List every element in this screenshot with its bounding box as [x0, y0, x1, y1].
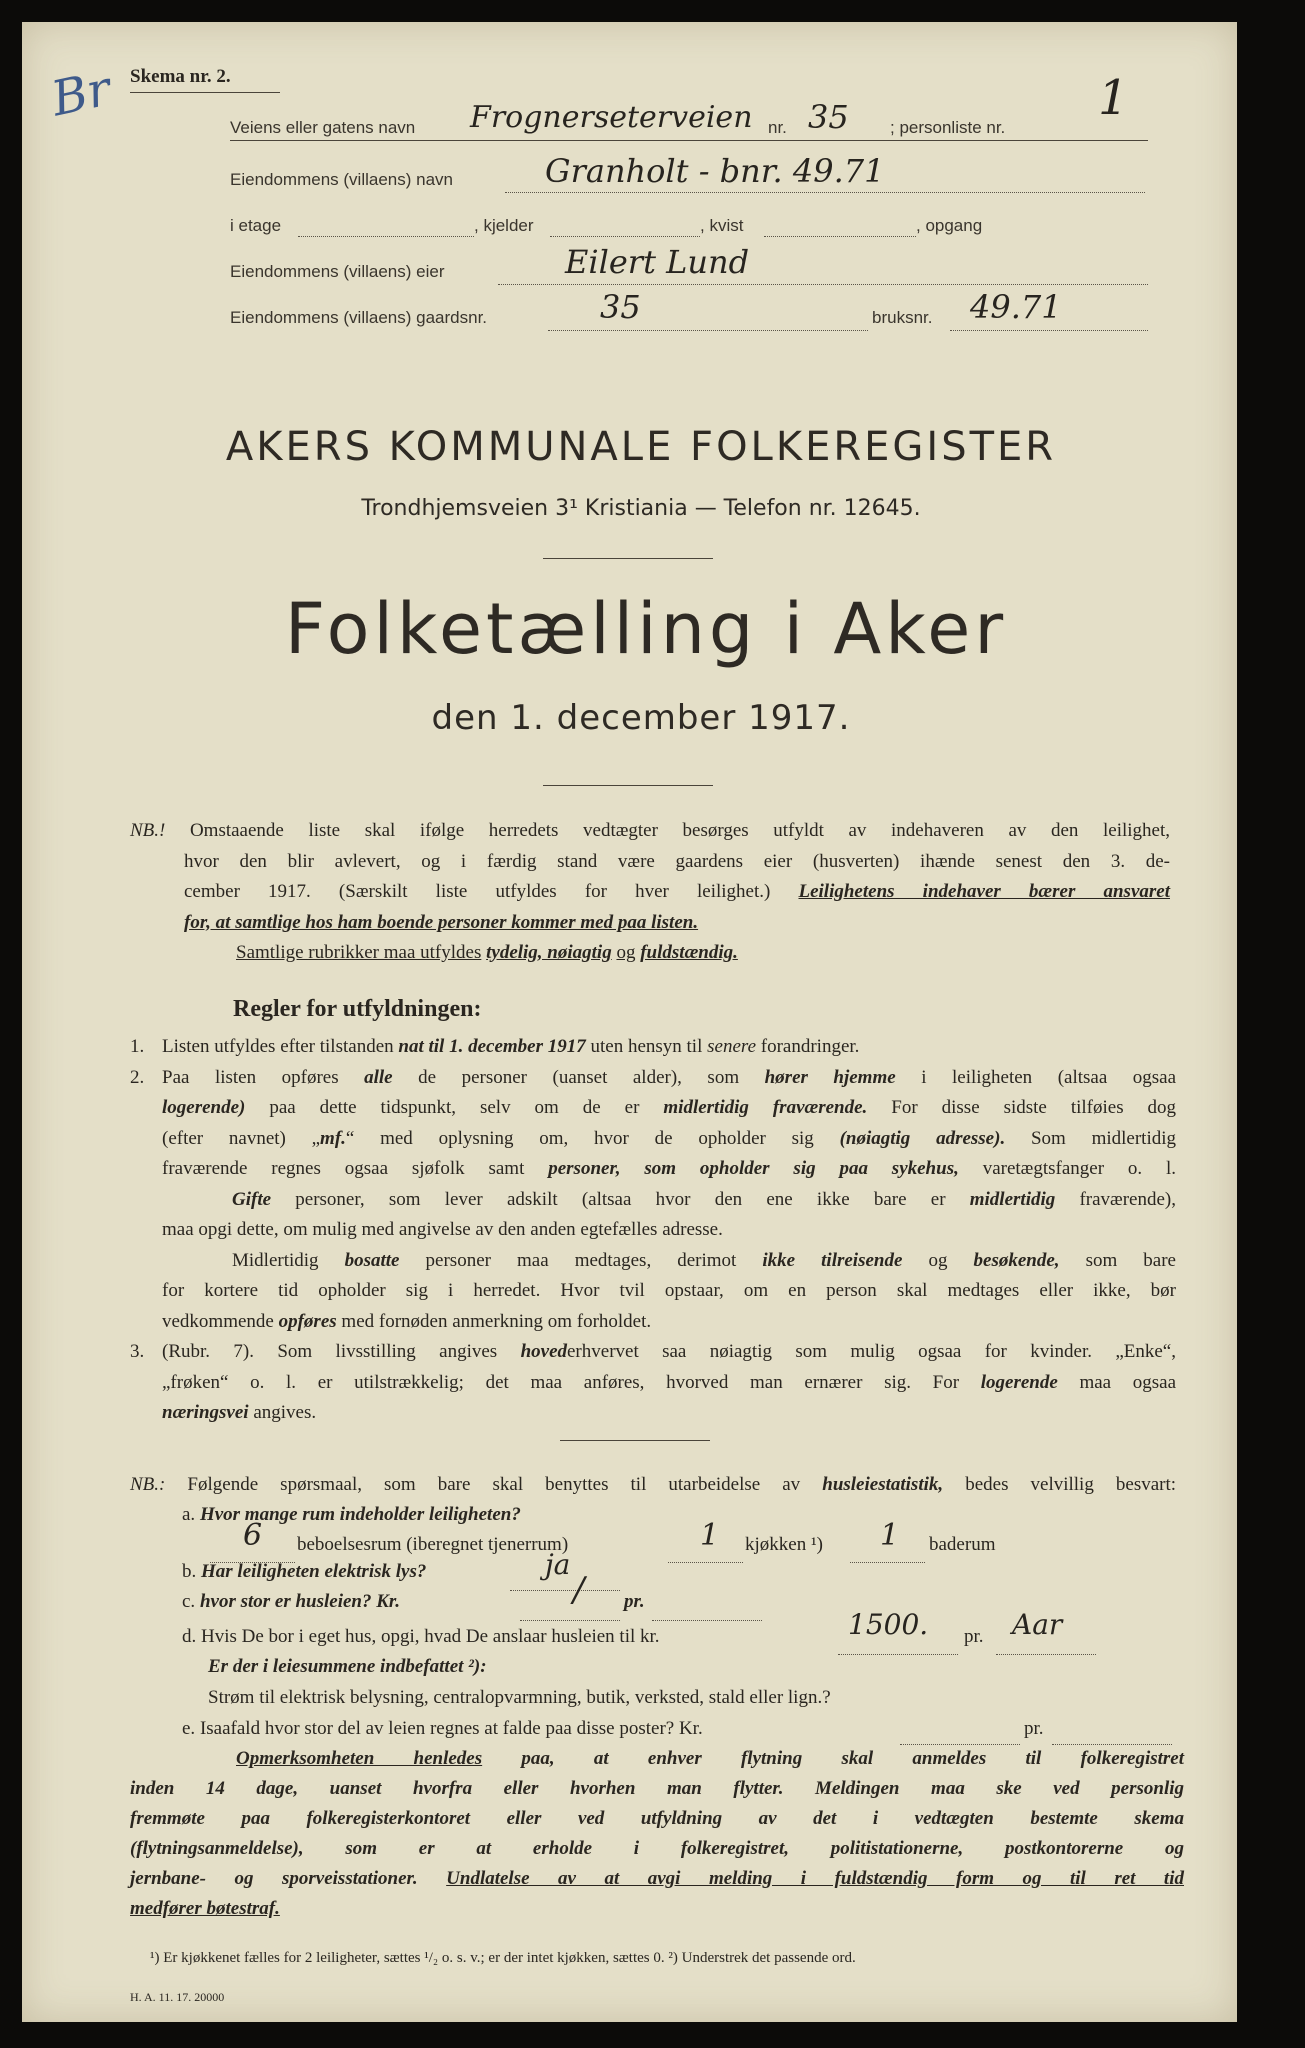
- own-house-per-label: pr.: [964, 1626, 984, 1647]
- nb-housing-intro: NB.: Følgende spørsmaal, som bare skal benyttes til utarbeidelse av husleiestatistik, bedes velvillig besvart:: [130, 1474, 1177, 1495]
- question-a: a. Hvor mange rum indeholder leiligheten?: [182, 1504, 521, 1525]
- question-b: b. Har leiligheten elektrisk lys?: [182, 1561, 427, 1582]
- attic-label: , kvist: [700, 216, 744, 235]
- office-address: Trondhjemsveien 3¹ Kristiania — Telefon nr. 12645.: [361, 496, 921, 521]
- question-d-list: Strøm til elektrisk belysning, centralopvarmning, butik, verksted, stald eller lign.?: [208, 1687, 831, 1708]
- nb-label: NB.!: [130, 820, 166, 841]
- kitchen-label: kjøkken ¹): [745, 1534, 823, 1555]
- personlist-label: ; personliste nr.: [890, 118, 1006, 137]
- nr-value: 35: [808, 98, 849, 136]
- rooms-label: beboelsesrum (iberegnet tjenerrum): [297, 1534, 569, 1555]
- nb-line-5: Samtlige rubrikker maa utfyldes tydelig, nøiagtig og fuldstændig.: [236, 942, 738, 963]
- property-name-value: Granholt - bnr. 49.71: [545, 152, 885, 190]
- moving-notice: Opmerksomheten henledes paa, at enhver flytning skal anmeldes til folkeregistret inden 14 dage, uanset hvorfra eller hvorhen man flytter. Meldingen maa ske ved personlig fremmøte paa folkeregisterkontoret eller ved utfyldning av det i vedtægten bestemte skema (flytningsanmeldelse), som er at erholde i folkeregistret, politistationerne, postkontorerne og jernbane- og sporveisstationer. Undlatelse av at avgi melding i fuldstændig form og til ret tid medfører bøtestraf.: [130, 1748, 1185, 1919]
- rules-heading: Regler for utfyldningen:: [233, 996, 482, 1022]
- rules-list: [130, 1032, 1176, 1429]
- nb-line-1: Omstaaende liste skal ifølge herredets vedtægter besørges utfyldt av indehaveren av den leilighet,: [189, 820, 1170, 841]
- electric-light-value: ja: [545, 1548, 571, 1581]
- rule-3: 3. (Rubr. 7). Som livsstilling angives hovederhvervet saa nøiagtig som mulig ogsaa for kvinder. „Enke“, „frøken“ o. l. er utilstrækkelig; det maa anføres, hvorved man ernærer sig. For logerende maa ogsaa næringsvei angives.: [130, 1341, 1177, 1423]
- own-house-rent-value: 1500.: [848, 1608, 929, 1641]
- rent-per-label: pr.: [624, 1591, 645, 1612]
- owner-label: Eiendommens (villaens) eier: [230, 262, 445, 281]
- cellar-label: , kjelder: [474, 216, 534, 235]
- rule-1: 1. Listen utfyldes efter tilstanden nat til 1. december 1917 uten hensyn til senere forandringer.: [130, 1036, 860, 1057]
- nb-line-3: cember 1917. (Særskilt liste utfyldes for hver leilighet.) Leilighetens indehaver bærer ansvaret: [184, 881, 1170, 902]
- nb-line-2: hvor den blir avlevert, og i færdig stand være gaardens eier (husverten) ihænde senest den 3. de-: [184, 850, 1170, 872]
- rent-value: /: [573, 1570, 585, 1610]
- office-name: AKERS KOMMUNALE FOLKEREGISTER: [225, 424, 1057, 470]
- gaardsnr-label: Eiendommens (villaens) gaardsnr.: [230, 308, 488, 327]
- nb-responsibility: Leilighetens indehaver bærer ansvaret: [798, 881, 1170, 902]
- question-d-included: Er der i leiesummene indbefattet ²):: [208, 1656, 487, 1677]
- question-c: c. hvor stor er husleien? Kr.: [182, 1591, 401, 1612]
- floor-label: i etage: [230, 216, 282, 235]
- bruksnr-label: bruksnr.: [872, 308, 933, 327]
- property-name-label: Eiendommens (villaens) navn: [230, 170, 453, 189]
- margin-mark: Br: [46, 60, 116, 128]
- bruksnr-value: 49.71: [970, 288, 1062, 326]
- rule-2: 2. Paa listen opføres alle de personer (uanset alder), som hører hjemme i leiligheten (altsaa ogsaa logerende) paa dette tidspunkt, selv om de er midlertidig fraværende. For disse sidste tilføies dog (efter navnet) „mf.“ med oplysning om, hvor de opholder sig (nøiagtig adresse). Som midlertidig fraværende regnes ogsaa sjøfolk samt personer, som opholder sig paa sykehus, varetægtsfanger o. l. Gifte personer, som lever adskilt (altsaa hvor den ene ikke bare er midlertidig fraværende), maa opgi dette, om mulig med angivelse av den anden egtefælles adresse. Midlertidig bosatte personer maa medtages, derimot ikke tilreisende og besøkende, som bare for kortere tid opholder sig i herredet. Hvor tvil opstaar, om en person skal medtages eller ikke, bør vedkommende opføres med fornøden anmerkning om forholdet.: [130, 1066, 1177, 1332]
- page-title: Folketælling i Aker: [284, 588, 1008, 670]
- kitchen-value: 1: [700, 1518, 720, 1553]
- bath-value: 1: [880, 1518, 900, 1553]
- street-label: Veiens eller gatens navn: [230, 118, 416, 137]
- nr-label: nr.: [768, 118, 787, 137]
- question-d: d. Hvis De bor i eget hus, opgi, hvad De anslaar husleien til kr.: [182, 1626, 660, 1647]
- street-value: Frognerseterveien: [470, 100, 753, 135]
- form-number: Skema nr. 2.: [130, 66, 231, 87]
- footnote: ¹) Er kjøkkenet fælles for 2 leiligheter, sættes ¹/₂ o. s. v.; er der intet kjøkken, sættes 0. ²) Understrek det passende ord.: [150, 1950, 856, 1966]
- owner-value: Eilert Lund: [565, 243, 750, 281]
- stair-label: , opgang: [916, 216, 983, 235]
- printer-mark: H. A. 11. 17. 20000: [130, 1990, 225, 2004]
- gaardsnr-value: 35: [600, 288, 641, 326]
- question-e: e. Isaafald hvor stor del av leien regnes at falde paa disse poster? Kr.: [182, 1718, 703, 1739]
- question-e-per: pr.: [1024, 1718, 1044, 1739]
- own-house-unit-value: Aar: [1012, 1608, 1063, 1641]
- nb-notice: [130, 816, 1170, 969]
- census-date: den 1. december 1917.: [431, 698, 851, 738]
- bath-label: baderum: [929, 1534, 996, 1555]
- rooms-value: 6: [243, 1518, 263, 1553]
- nb-line-4: for, at samtlige hos ham boende personer kommer med paa listen.: [184, 911, 699, 933]
- personlist-value: 1: [1098, 70, 1129, 126]
